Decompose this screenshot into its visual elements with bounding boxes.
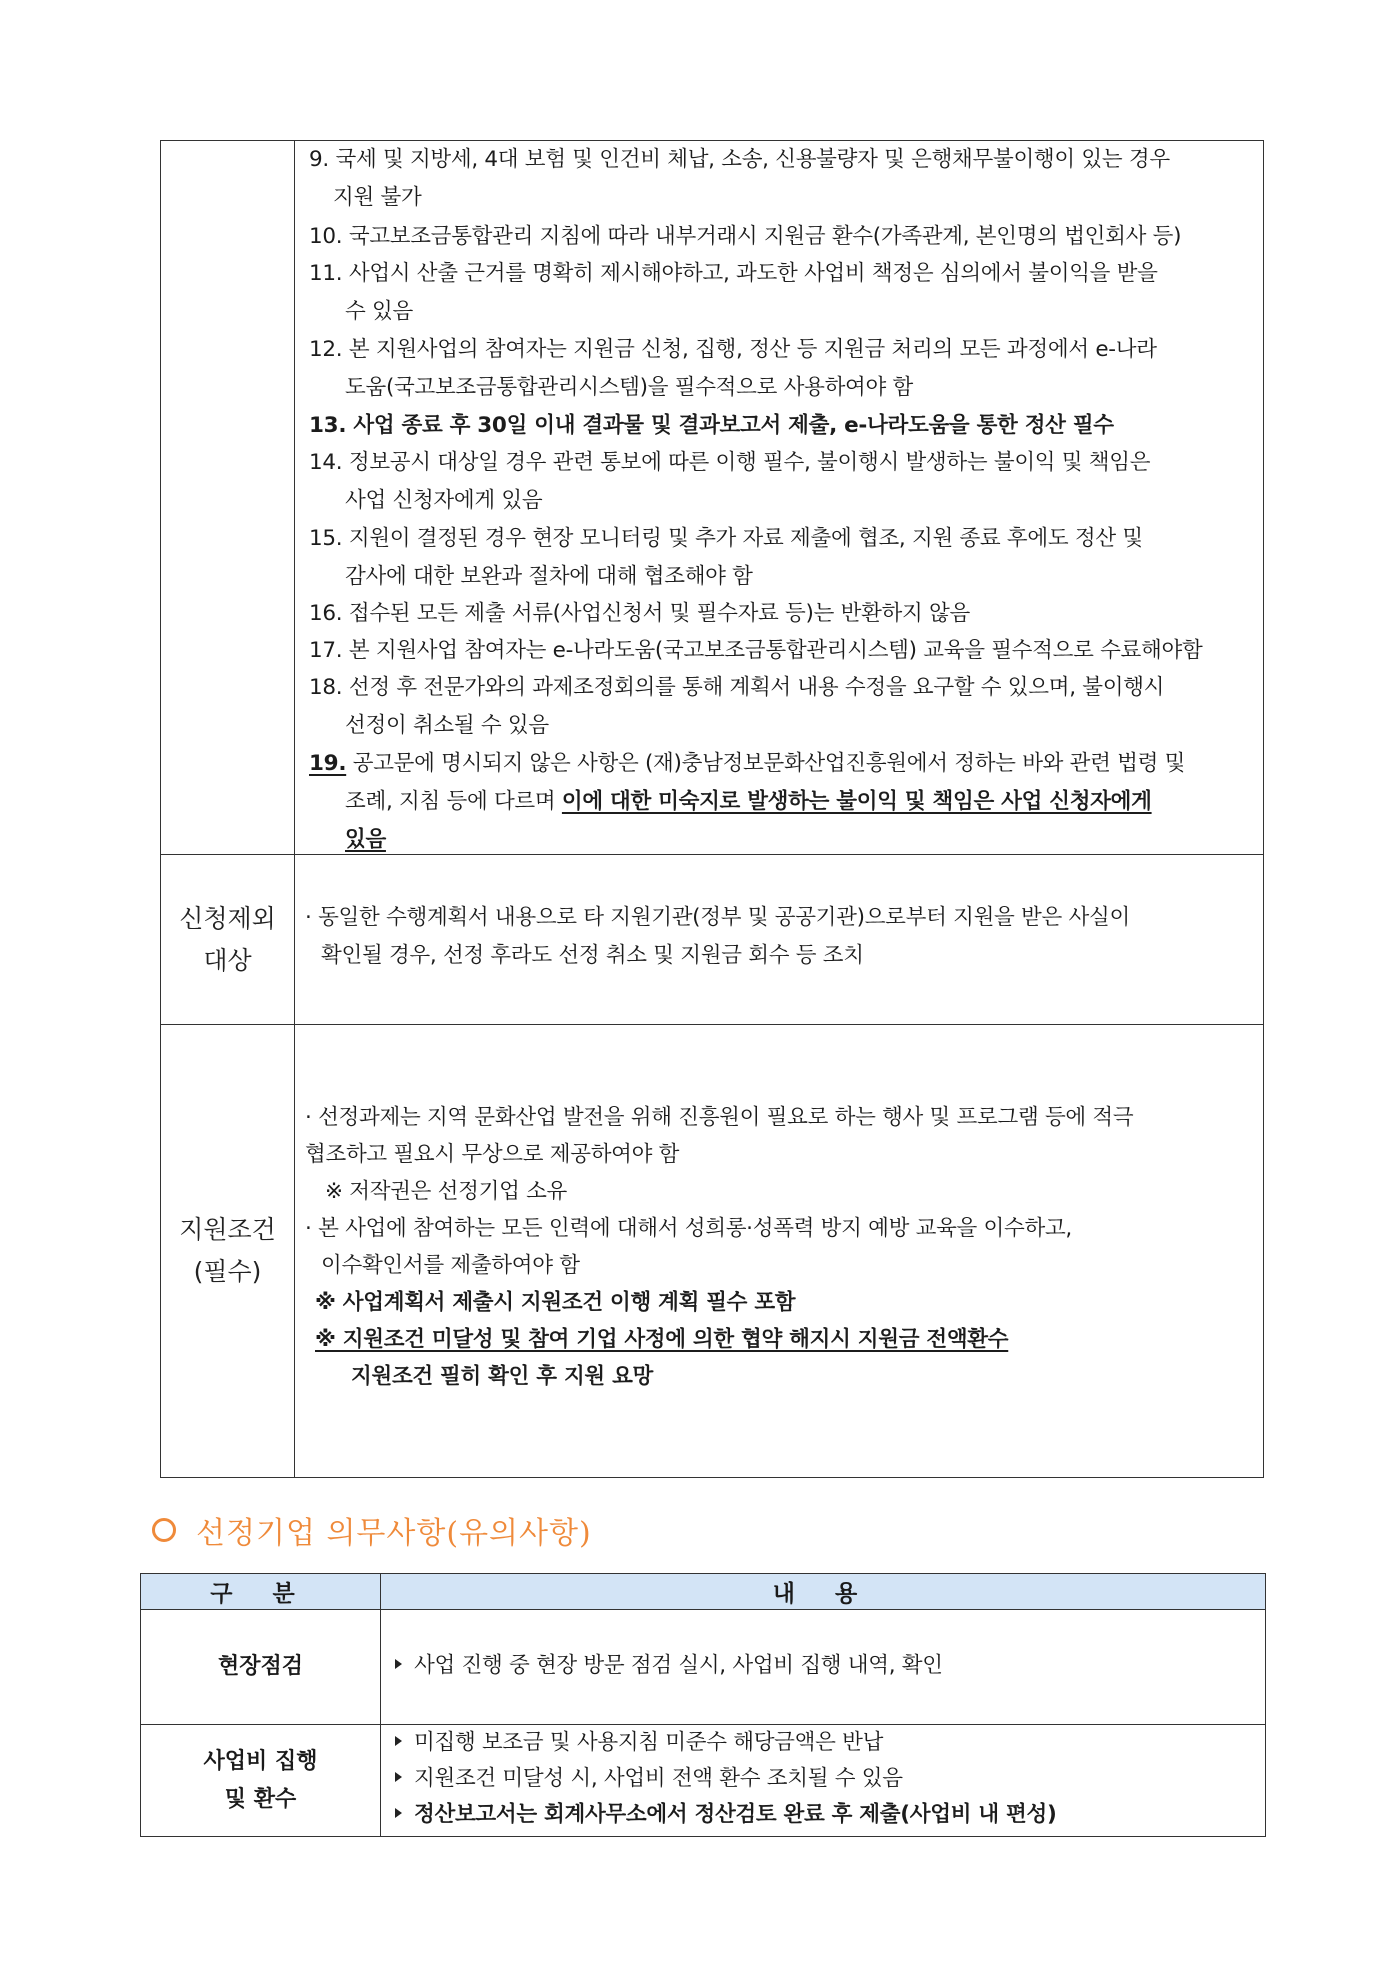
conditions-label-line-1: 지원조건 xyxy=(179,1215,276,1244)
note-text: 국세 및 지방세, 4대 보험 및 인건비 체납, 소송, 신용불량자 및 은행채무불이행이 있는 경우 xyxy=(335,147,1170,172)
list-item-text: 미집행 보조금 및 사용지침 미준수 해당금액은 반납 xyxy=(414,1730,884,1755)
conditions-refund-note xyxy=(315,1321,1243,1359)
note-item-19 xyxy=(309,745,1249,859)
note-text: 정보공시 대상일 경우 관련 통보에 따른 이행 필수, 불이행시 발생하는 불이익 및 책임은 xyxy=(348,450,1151,475)
note-item-9 xyxy=(309,141,1249,217)
note-item-14 xyxy=(309,444,1249,520)
conditions-content xyxy=(295,1025,1263,1477)
note-text: 본 지원사업 참여자는 e-나라도움(국고보조금통합관리시스템) 교육을 필수적으로 수료해야함 xyxy=(348,638,1203,663)
note-item-18 xyxy=(309,669,1249,745)
duties-table-header xyxy=(141,1574,1265,1610)
row-label-budget-refund xyxy=(141,1725,381,1836)
row-label-line-1: 사업비 집행 xyxy=(203,1748,318,1774)
conditions-row xyxy=(161,1025,1263,1477)
note-item-11 xyxy=(309,255,1249,331)
note-continuation-emphasis: 이에 대한 미숙지로 발생하는 불이익 및 책임은 사업 신청자에게 xyxy=(561,789,1152,814)
requirements-table xyxy=(160,140,1264,1478)
list-item-text: 정산보고서는 회계사무소에서 정산검토 완료 후 제출(사업비 내 편성) xyxy=(414,1802,1057,1827)
note-number: 16. xyxy=(309,601,343,626)
row-content-budget-refund xyxy=(381,1725,1265,1836)
note-continuation: 사업 신청자에게 있음 xyxy=(345,488,543,513)
note-continuation: 수 있음 xyxy=(345,299,413,324)
note-item-12 xyxy=(309,331,1249,407)
exclusion-line-1: · 동일한 수행계획서 내용으로 타 지원기관(정부 및 공공기관)으로부터 지원을 받은 사실이 xyxy=(305,905,1130,930)
exclusion-label-line-1: 신청제외 xyxy=(179,903,276,933)
duties-table xyxy=(140,1573,1266,1837)
header-category: 구 분 xyxy=(141,1574,381,1609)
triangle-bullet-icon xyxy=(395,1736,402,1746)
note-number: 11. xyxy=(309,261,343,286)
conditions-line-4: · 본 사업에 참여하는 모든 인력에 대해서 성희롱·성폭력 방지 예방 교육을 이수하고, xyxy=(305,1216,1072,1241)
row-label-site-inspection: 현장점검 xyxy=(141,1610,381,1724)
exclusion-label-line-2: 대상 xyxy=(203,945,252,975)
table-row-site-inspection xyxy=(141,1610,1265,1725)
conditions-line-1: · 선정과제는 지역 문화산업 발전을 위해 진흥원이 필요로 하는 행사 및 프로그램 등에 적극 xyxy=(305,1105,1134,1130)
note-continuation: 도움(국고보조금통합관리시스템)을 필수적으로 사용하여야 함 xyxy=(345,375,913,400)
note-item-10 xyxy=(309,218,1249,256)
note-continuation: 지원 불가 xyxy=(333,185,422,210)
list-item xyxy=(395,1761,903,1797)
circle-bullet-icon xyxy=(152,1518,176,1542)
note-text: 공고문에 명시되지 않은 사항은 (재)충남정보문화산업진흥원에서 정하는 바와 관련 법령 및 xyxy=(352,751,1186,776)
note-number: 19. xyxy=(309,751,347,776)
section-title: 선정기업 의무사항(유의사항) xyxy=(196,1516,592,1551)
note-number: 18. xyxy=(309,675,343,700)
exclusion-label xyxy=(161,855,295,1024)
note-number: 15. xyxy=(309,526,343,551)
list-item-text: 사업 진행 중 현장 방문 점검 실시, 사업비 집행 내역, 확인 xyxy=(414,1653,943,1678)
conditions-plan-note: ※ 사업계획서 제출시 지원조건 이행 계획 필수 포함 xyxy=(315,1290,796,1315)
triangle-bullet-icon xyxy=(395,1808,402,1818)
note-text: 본 지원사업의 참여자는 지원금 신청, 집행, 정산 등 지원금 처리의 모든 과정에서 e-나라 xyxy=(348,337,1157,362)
header-content: 내 용 xyxy=(772,1581,874,1607)
note-number: 13. xyxy=(309,413,347,438)
note-number: 14. xyxy=(309,450,343,475)
note-text: 사업시 산출 근거를 명확히 제시해야하고, 과도한 사업비 책정은 심의에서 불이익을 받을 xyxy=(348,261,1158,286)
exclusion-row xyxy=(161,855,1263,1025)
note-text: 선정 후 전문가와의 과제조정회의를 통해 계획서 내용 수정을 요구할 수 있으며, 불이행시 xyxy=(348,675,1165,700)
conditions-label xyxy=(161,1025,295,1477)
note-number: 12. xyxy=(309,337,343,362)
triangle-bullet-icon xyxy=(395,1659,402,1669)
list-item-text: 지원조건 미달성 시, 사업비 전액 환수 조치될 수 있음 xyxy=(414,1766,903,1791)
table-row-budget-refund xyxy=(141,1725,1265,1836)
note-continuation: 선정이 취소될 수 있음 xyxy=(345,713,549,738)
note-number: 17. xyxy=(309,638,343,663)
note-number: 10. xyxy=(309,224,343,249)
list-item xyxy=(395,1648,943,1684)
triangle-bullet-icon xyxy=(395,1772,402,1782)
note-number: 9. xyxy=(309,147,329,172)
note-continuation xyxy=(309,783,1249,821)
note-text: 사업 종료 후 30일 이내 결과물 및 결과보고서 제출, e-나라도움을 통한 정산 필수 xyxy=(353,413,1114,438)
note-item-16 xyxy=(309,595,1249,633)
note-text: 국고보조금통합관리 지침에 따라 내부거래시 지원금 환수(가족관계, 본인명의 법인회사 등) xyxy=(348,224,1182,249)
conditions-confirm-note: 지원조건 필히 확인 후 지원 요망 xyxy=(351,1364,654,1389)
exclusion-content xyxy=(295,855,1263,1024)
note-text: 접수된 모든 제출 서류(사업신청서 및 필수자료 등)는 반환하지 않음 xyxy=(348,601,970,626)
note-item-13 xyxy=(309,407,1249,445)
note-text: 지원이 결정된 경우 현장 모니터링 및 추가 자료 제출에 협조, 지원 종료 후에도 정산 및 xyxy=(348,526,1143,551)
row-label-line-2: 및 환수 xyxy=(224,1786,297,1812)
notes-label-cell xyxy=(161,141,295,854)
exclusion-line-2: 확인될 경우, 선정 후라도 선정 취소 및 지원금 회수 등 조치 xyxy=(321,943,864,968)
conditions-copyright-note: ※ 저작권은 선정기업 소유 xyxy=(325,1179,568,1204)
conditions-line-5: 이수확인서를 제출하여야 함 xyxy=(321,1253,580,1278)
notes-row xyxy=(161,141,1263,855)
conditions-refund-text: ※ 지원조건 미달성 및 참여 기업 사정에 의한 협약 해지시 지원금 전액환수 xyxy=(315,1327,1009,1352)
list-item xyxy=(395,1797,1056,1833)
conditions-label-line-2: (필수) xyxy=(193,1257,262,1286)
note-continuation: 감사에 대한 보완과 절차에 대해 협조해야 함 xyxy=(345,564,753,589)
row-content-site-inspection xyxy=(381,1610,1265,1724)
section-heading xyxy=(152,1507,592,1553)
note-item-17 xyxy=(309,632,1249,670)
notes-content-cell xyxy=(295,141,1263,854)
note-item-15 xyxy=(309,520,1249,596)
conditions-line-2: 협조하고 필요시 무상으로 제공하여야 함 xyxy=(305,1142,680,1167)
list-item xyxy=(395,1725,883,1761)
note-continuation-emphasis-end: 있음 xyxy=(345,827,386,852)
note-continuation-plain: 조례, 지침 등에 다르며 xyxy=(345,789,562,814)
